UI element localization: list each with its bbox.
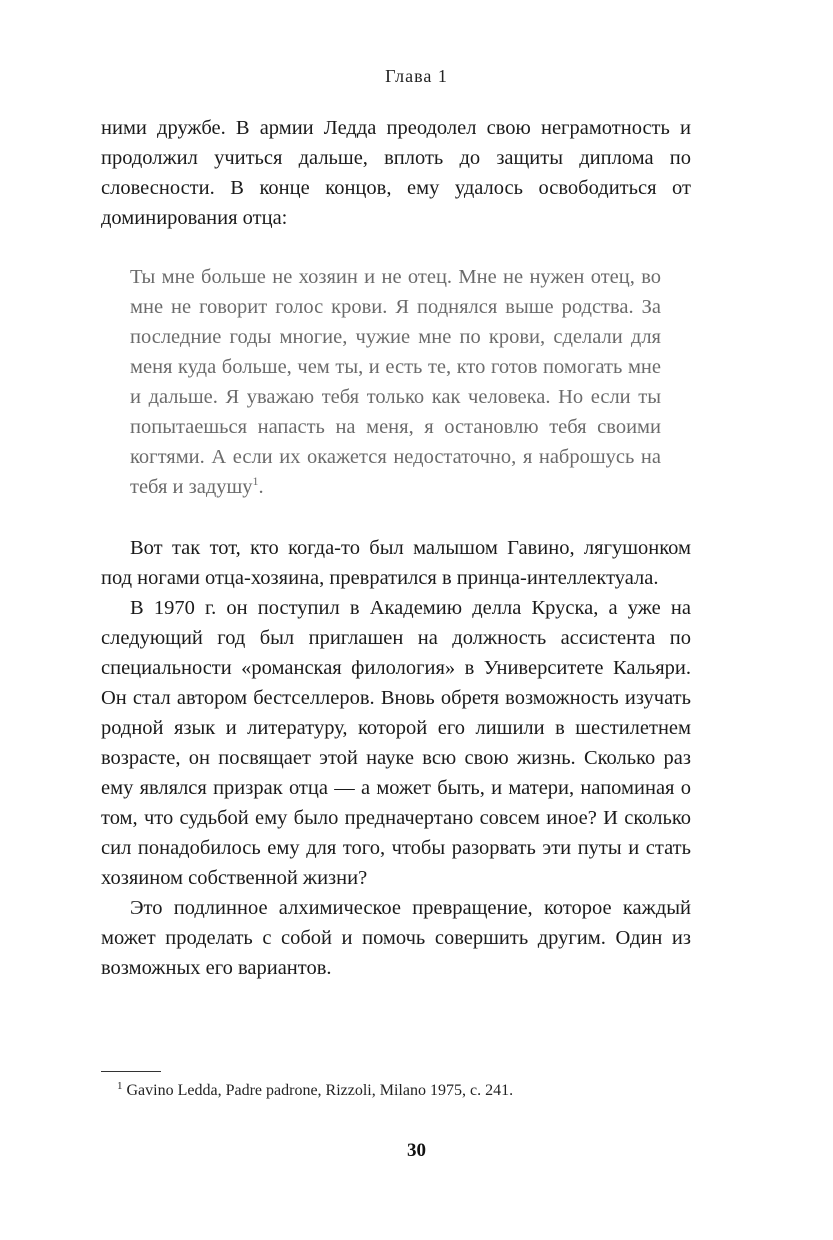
body-paragraph: Вот так тот, кто когда-то был малышом Гавино, лягушонком под ногами отца-хозяина, превратился в принца-интеллектуала. bbox=[101, 537, 691, 589]
body-paragraph: В 1970 г. он поступил в Академию делла Круска, а уже на следующий год был приглашен на должность ассистента по специальности «романская филология» в Университете Кальяри. Он стал автором бестселлеров. Вновь обретя возможность изучать родной язык и литературу, которой его лишили в шестилетнем возрасте, он посвящает этой науке всю свою жизнь. Сколько раз ему являлся призрак отца — а может быть, и матери, напоминая о том, что судьбой ему было предначертано совсем иное? И сколько сил понадобилось ему для того, чтобы разорвать эти путы и стать хозяином собственной жизни? bbox=[101, 597, 691, 889]
body-paragraph: Это подлинное алхимическое превращение, которое каждый может проделать с собой и помочь совершить другим. Один из возможных его вариантов. bbox=[101, 897, 691, 979]
page-number: 30 bbox=[407, 1140, 426, 1161]
quote-end: . bbox=[258, 476, 264, 498]
running-head: Глава 1 bbox=[385, 66, 448, 86]
body-text bbox=[101, 533, 691, 983]
intro-paragraph-block bbox=[101, 113, 691, 233]
block-quote bbox=[130, 262, 661, 502]
footnote bbox=[117, 1080, 513, 1102]
footnote-reference[interactable]: 1 bbox=[252, 474, 259, 489]
quote-text: Ты мне больше не хозяин и не отец. Мне не нужен отец, во мне не говорит голос крови. Я поднялся выше родства. За последние годы многие, чужие мне по крови, сделали для меня куда больше, чем ты, и есть те, кто готов помогать мне и дальше. Я уважаю тебя только как человека. Но если ты попытаешься напасть на меня, я остановлю тебя своими когтями. А если их окажется недостаточно, я наброшусь на тебя и задушу bbox=[130, 266, 661, 498]
footnote-number: 1 bbox=[117, 1079, 123, 1092]
quote-paragraph bbox=[130, 262, 661, 502]
footnote-divider bbox=[101, 1071, 161, 1072]
footnote-text: Gavino Ledda, Padre padrone, Rizzoli, Milano 1975, с. 241. bbox=[126, 1082, 514, 1099]
intro-paragraph: ними дружбе. В армии Ледда преодолел свою неграмотность и продолжил учиться дальше, вплоть до защиты диплома по словесности. В конце концов, ему удалось освободиться от доминирования отца: bbox=[101, 117, 691, 229]
